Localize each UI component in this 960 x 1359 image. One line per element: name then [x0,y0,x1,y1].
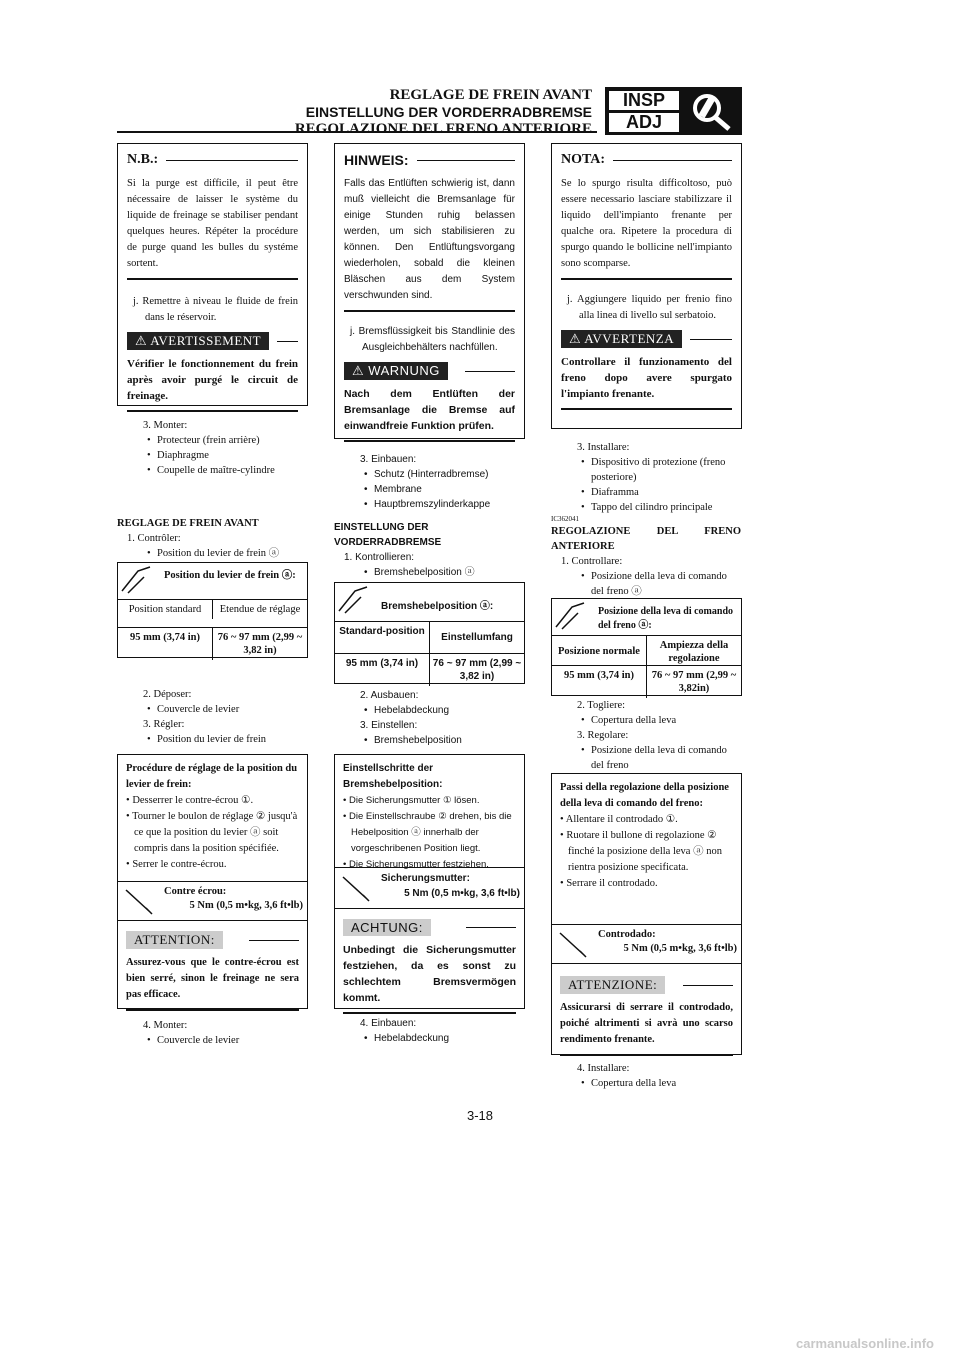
de-steps-top [334,452,524,580]
divider [561,278,732,280]
fr-note-title: N.B.: [127,152,159,167]
fr-torque-value: 5 Nm (0,5 m•kg, 3,6 ft•lb) [189,900,303,911]
fr-step4: 4. Monter: [143,1020,188,1031]
de-caution [343,913,516,1020]
fr-warning-label: ⚠ AVERTISSEMENT [127,332,269,350]
it-step4-item: • Copertura della leva [551,1076,741,1091]
de-step-j: j. Bremsflüssigkeit bis Standlinie des Ausgleichbehälters nachfüllen. [350,326,515,353]
header-title-fr: REGLAGE DE FREIN AVANT [389,87,592,103]
torque-wrench-icon [556,929,590,959]
de-step2: 2. Ausbauen: [360,690,419,701]
fr-procedure [118,755,307,873]
it-code: IC362041 [551,515,579,523]
de-section-title: EINSTELLUNG DER VORDERRADBREMSE [334,522,442,548]
de-note-title: HINWEIS: [344,152,409,168]
it-caution-text: Assicurarsi di serrare il controdado, poiché altrimenti si avrà uno scarso rendimento frenante. [560,1002,733,1045]
fr-step1-item: • Position du levier de frein ⓐ [117,546,307,561]
de-step4: 4. Einbauen: [360,1018,417,1029]
divider [560,1054,733,1056]
fr-step3-item: • Diaphragme [117,448,307,463]
it-caution-bar [560,976,733,994]
it-procedure-text: Allentare il controdado ①. [565,814,678,825]
de-warning-bar [344,362,515,380]
fr-table-value: 76 ~ 97 mm (2,99 ~ 3,82 in) [212,628,307,660]
de-torque-title: Sicherungsmutter: [381,873,470,884]
badge-insp: INSP [609,91,679,110]
fr-caution [126,925,299,1017]
de-procedure [335,755,524,873]
it-procedure-step: • Allentare il controdado ①. [560,814,678,825]
it-torque-value: 5 Nm (0,5 m•kg, 3,6 ft•lb) [623,943,737,954]
fr-step3b-item: • Position du levier de frein [117,732,307,747]
fr-procedure-text: Serrer le contre-écrou. [132,859,227,870]
divider [127,278,298,280]
fr-procedure-box [117,754,308,1009]
fr-table-header: Position standard [128,604,202,615]
fr-step3b: 3. Régler: [143,719,185,730]
it-note-box [551,143,742,429]
de-note-text: Falls das Entlüften schwierig ist, dann muß vielleicht die Bremsanlage für einige Stunden ruhig belassen werden, um sich stabilisieren zu können. Den Entlüftungsvorgang wiederholen, sobald die kleinen Bläschen aus dem System verschwunden sind. [344,178,515,301]
it-table-title: Posizione della leva di comando del freno ⓐ: [598,606,733,631]
fr-step-j: j. Remettre à niveau le fluide de frein dans le réservoir. [133,296,298,323]
fr-warning-bar [127,332,298,350]
de-procedure-step: • Die Einstellschraube ② drehen, bis die Hebelposition ⓐ innerhalb der vorgeschribenen Position liegt. [343,811,512,854]
de-step3b-item: • Bremshebelposition [334,733,524,748]
de-table-value: 76 ~ 97 mm (2,99 ~ 3,82 in) [429,654,524,686]
it-note-title: NOTA: [561,152,606,167]
it-procedure-box [551,773,742,1055]
de-warning-text-label: WARNUNG [368,363,440,378]
fr-steps-top [117,418,307,561]
de-torque-row [335,867,524,909]
de-step1: 1. Kontrollieren: [344,552,415,563]
fr-step4-item: • Couvercle de levier [117,1033,307,1048]
fr-step3-item: • Coupelle de maître-cylindre [117,463,307,478]
watermark: carmanualsonline.info [796,1336,934,1351]
divider [344,440,515,442]
it-step1: 1. Controllare: [561,556,623,567]
page-number: 3-18 [466,1108,494,1123]
de-table-value: 95 mm (3,74 in) [345,658,419,669]
fr-caution-bar [126,931,299,949]
it-step1-item: • Posizione della leva di comando del freno ⓐ [551,569,741,599]
de-procedure-text: Die Sicherungsmutter ① lösen. [348,795,480,806]
de-steps-mid [334,688,524,748]
fr-torque-title: Contre écrou: [164,886,227,897]
it-torque-title: Controdado: [598,929,656,940]
de-step1-item: • Bremshebelposition ⓐ [334,565,524,580]
fr-torque-row [118,881,307,921]
fr-note-header [127,152,298,168]
it-procedure-text: Serrare il controdado. [566,878,658,889]
de-caution-text: Unbedingt die Sicherungsmutter festziehen, da es sonst zu schlechtem Bremsvermögen kommt. [343,944,516,1004]
section-badge [605,87,742,135]
it-procedure [552,774,741,892]
fr-procedure-title: Procédure de réglage de la position du levier de frein: [126,763,298,790]
de-procedure-step: • Die Sicherungsmutter ① lösen. [343,795,480,806]
it-table-value: 76 ~ 97 mm (2,99 ~ 3,82in) [646,666,741,698]
fr-warning-text: Vérifier le fonctionnement du frein après avoir purgé le circuit de freinage. [127,358,298,402]
fr-procedure-step: • Desserrer le contre-écrou ①. [126,795,254,806]
de-step3b: 3. Einstellen: [360,720,418,731]
de-caution-label: ACHTUNG: [343,919,431,936]
de-procedure-step: • Die Sicherungsmutter festziehen. [343,859,489,870]
de-caution-bar [343,919,516,936]
fr-step2-item: • Couvercle de levier [117,702,307,717]
it-warning-text: Controllare il funzionamento del freno dopo avere spurgato l'impianto frenante. [561,356,732,400]
fr-procedure-text: Desserrer le contre-écrou ①. [132,795,254,806]
divider [344,310,515,312]
it-steps-top [551,440,741,599]
lever-icon [118,563,154,597]
fr-table-value: 95 mm (3,74 in) [130,632,200,643]
de-step3: 3. Einbauen: [360,454,417,465]
de-note-header [344,152,515,168]
it-torque-row [552,924,741,964]
de-note-box [334,143,525,439]
fr-step1: 1. Contrôler: [127,533,181,544]
fr-note-box [117,143,308,406]
badge-adj: ADJ [609,113,679,132]
fr-step3-item: • Protecteur (frein arrière) [117,433,307,448]
fr-step2: 2. Déposer: [143,689,192,700]
de-torque-value: 5 Nm (0,5 m•kg, 3,6 ft•lb) [404,888,520,899]
de-warning-text: Nach dem Entlüften der Bremsanlage die Bremse auf einwandfreie Funktion prüfen. [344,388,515,432]
wrench-magnifier-icon [687,91,737,131]
it-warning-label: ⚠ AVVERTENZA [561,330,682,348]
de-step3-item: • Hauptbremszylinderkappe [334,497,524,512]
de-steps-bottom [334,1016,524,1046]
divider [561,408,732,410]
it-step3b: 3. Regolare: [577,730,629,741]
it-step2-item: • Copertura della leva [551,713,741,728]
fr-note-text: Si la purge est difficile, il peut être nécessaire de laisser le système du liquide de freinage se stabiliser pendant quelques heures. Répéter la procédure de purge quand les bulles du systéme sortent. [127,178,298,269]
torque-wrench-icon [122,886,156,916]
fr-spec-table [117,562,308,658]
fr-steps-bottom [117,1018,307,1048]
it-step3b-item: • Posizione della leva di comando del freno [551,743,741,773]
it-table-header: Ampiezza della regolazione [646,636,741,668]
it-table-header: Posizione normale [558,646,640,657]
fr-step3: 3. Monter: [143,420,188,431]
fr-procedure-step: • Tourner le boulon de réglage ② jusqu'à ce que la position du levier ⓐ soit compris dans la position spécifiée. [126,811,298,854]
it-note-text: Se lo spurgo risulta difficoltoso, può essere necessario lasciare stabilizzare il liquido dell'impianto frenante per qualche ora. Ripetere la procedura di spurgo quando le bollicine nell'impianto sono scomparse. [561,178,732,269]
it-caution [560,970,733,1062]
fr-procedure-step: • Serrer le contre-écrou. [126,859,227,870]
it-step3: 3. Installare: [577,442,630,453]
de-table-header: Standard-position [339,626,425,637]
fr-table-header: Etendue de réglage [212,600,307,619]
it-step2: 2. Togliere: [577,700,626,711]
divider [126,1009,299,1011]
de-spec-table [334,582,525,684]
header-title-it: REGOLAZIONE DEL FRENO ANTERIORE [294,121,592,137]
divider [343,1012,516,1014]
it-table-value: 95 mm (3,74 in) [564,670,634,681]
lever-icon [335,583,371,617]
header-rule [117,131,597,133]
it-spec-table [551,598,742,696]
it-warning-text-label: AVVERTENZA [584,331,675,346]
fr-procedure-text: Tourner le boulon de réglage ② jusqu'à ce que la position du levier ⓐ soit compris dans la position spécifiée. [132,811,298,854]
de-step3-item: • Schutz (Hinterradbremse) [334,467,524,482]
it-step-j: j. Aggiungere liquido per frenio fino alla linea di livello sul serbatoio. [567,294,732,321]
it-note-header [561,152,732,168]
de-procedure-text: Die Sicherungsmutter festziehen. [348,859,489,870]
de-procedure-box [334,754,525,1009]
it-steps-mid [551,698,741,773]
it-step3-item: • Diaframma [551,485,741,500]
de-warning-label: ⚠ WARNUNG [344,362,448,380]
de-procedure-text: Die Einstellschraube ② drehen, bis die Hebelposition ⓐ innerhalb der vorgeschribenen Position liegt. [348,811,512,854]
de-step4-item: • Hebelabdeckung [334,1031,524,1046]
it-procedure-step: • Serrare il controdado. [560,878,658,889]
de-table-title: Bremshebelposition ⓐ: [381,601,494,612]
it-steps-bottom [551,1061,741,1091]
it-step4: 4. Installare: [577,1063,630,1074]
it-section-title: REGOLAZIONE DEL FRENO ANTERIORE [551,526,741,552]
fr-section-title: REGLAGE DE FREIN AVANT [117,518,259,529]
it-warning-bar [561,330,732,348]
fr-caution-text: Assurez-vous que le contre-écrou est bien serré, sinon le freinage ne sera pas efficace. [126,957,299,1000]
de-step2-item: • Hebelabdeckung [334,703,524,718]
it-caution-label: ATTENZIONE: [560,976,665,994]
it-procedure-text: Ruotare il bullone di regolazione ② finché la posizione della leva ⓐ non rientra posizione specificata. [566,830,722,873]
it-step3-item: • Dispositivo di protezione (freno posteriore) [551,455,741,485]
de-step3-item: • Membrane [334,482,524,497]
torque-wrench-icon [339,873,373,903]
de-table-header: Einstellumfang [429,622,524,654]
divider [127,410,298,412]
it-step3-item: • Tappo del cilindro principale [551,500,741,515]
it-procedure-step: • Ruotare il bullone di regolazione ② finché la posizione della leva ⓐ non rientra posizione specificata. [560,830,722,873]
fr-steps-mid [117,687,307,747]
lever-icon [552,599,588,633]
fr-table-title: Position du levier de frein ⓐ: [164,570,296,581]
fr-caution-label: ATTENTION: [126,931,223,949]
it-procedure-title: Passi della regolazione della posizione della leva di comando del freno: [560,782,729,809]
fr-warning-text-label: AVERTISSEMENT [150,333,262,348]
header-title-de: EINSTELLUNG DER VORDERRADBREMSE [305,104,592,120]
de-procedure-title: Einstellschritte der Bremshebelposition: [343,763,443,790]
